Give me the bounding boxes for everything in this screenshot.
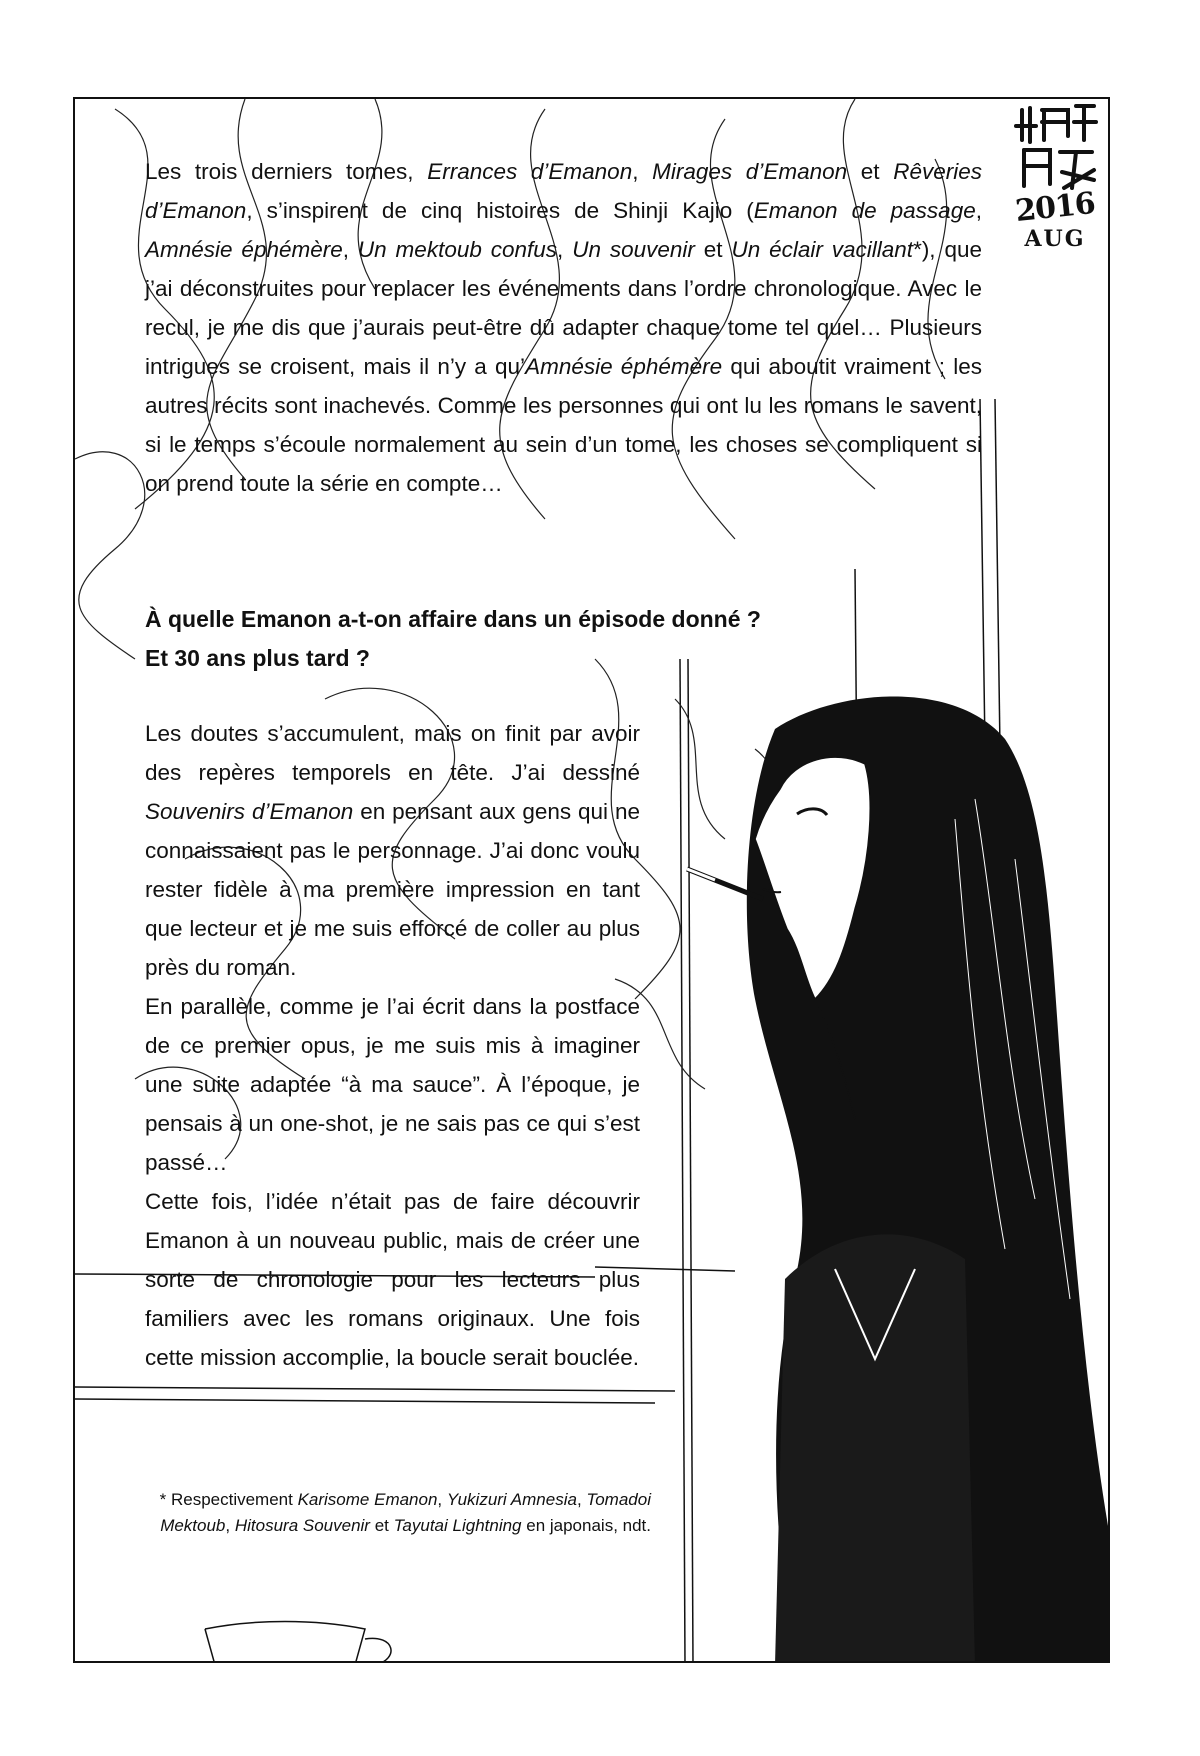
text-run: ,: [975, 198, 982, 223]
italic-title: Amnésie éphémère: [525, 354, 723, 379]
italic-title: Un souvenir: [572, 237, 695, 262]
text-run: ,: [342, 237, 358, 262]
italic-title: Emanon de passage: [753, 198, 976, 223]
section-heading: [145, 600, 761, 678]
girl-figure: [687, 697, 1110, 1664]
text-run: , s’inspirent de cinq histoires de Shinji Kajio (: [246, 198, 754, 223]
italic-title: Tomadoi Mektoub: [160, 1490, 651, 1535]
body-paragraph-3: [145, 1182, 640, 1377]
stamp-month: AUG: [1024, 226, 1086, 252]
stamp-year: 2016: [1013, 185, 1097, 230]
artist-stamp: [1010, 100, 1100, 260]
text-run: et: [694, 237, 732, 262]
heading-line-2: Et 30 ans plus tard ?: [145, 645, 370, 671]
italic-title: Un éclair vacillant: [731, 237, 914, 262]
signature-kanji-seal: [1010, 100, 1100, 192]
text-run: qui aboutit vraiment ; les autres récits sont inachevés. Comme les personnes qui ont lu les romans le savent, si le temps s’écoule normalement au sein d’un tome, les choses se compliquent si on prend toute la série en compte…: [145, 354, 982, 496]
text-run: Cette fois, l’idée n’était pas de faire découvrir Emanon à un nouveau public, mais de créer une sorte de chronologie pour les lecteurs plus familiers avec les romans originaux. Une fois cette mission accomplie, la boucle serait bouclée.: [145, 1189, 640, 1370]
text-run: Les trois derniers tomes,: [145, 159, 428, 184]
text-run: *), que j’ai déconstruites pour replacer les événements dans l’ordre chronologique. Avec le recul, je me dis que j’aurais peut-être dû adapter chaque tome tel quel… Plusieurs intrigues se croisent, mais il n’y a qu’: [145, 237, 982, 379]
text-run: en japonais, ndt.: [521, 1516, 651, 1535]
body-paragraph-1: [145, 714, 640, 987]
italic-title: Tayutai Lightning: [393, 1516, 522, 1535]
italic-title: Mirages d’Emanon: [652, 159, 848, 184]
text-run: Les doutes s’accumulent, mais on finit par avoir des repères temporels en tête. J’ai dessiné: [145, 721, 640, 785]
italic-title: Errances d’Emanon: [427, 159, 633, 184]
text-run: ,: [632, 159, 653, 184]
text-run: et: [369, 1516, 394, 1535]
text-run: ,: [557, 237, 573, 262]
italic-title: Karisome Emanon: [297, 1490, 438, 1509]
text-run: * Respectivement: [159, 1490, 298, 1509]
italic-title: Amnésie éphémère: [145, 237, 343, 262]
italic-title: Un mektoub confus: [357, 237, 558, 262]
italic-title: Souvenirs d’Emanon: [145, 799, 354, 824]
text-run: en pensant aux gens qui ne connaissaient pas le personnage. J’ai donc voulu rester fidèle à ma première impression en tant que lecteur et je me suis efforcé de coller au plus près du roman.: [145, 799, 640, 980]
text-run: et: [847, 159, 894, 184]
italic-title: Hitosura Souvenir: [234, 1516, 370, 1535]
text-run: ,: [437, 1490, 447, 1509]
italic-title: Yukizuri Amnesia: [446, 1490, 577, 1509]
heading-line-1: À quelle Emanon a-t-on affaire dans un épisode donné ?: [145, 606, 761, 632]
translator-footnote: [145, 1487, 651, 1539]
intro-text: [145, 152, 982, 503]
body-column: [145, 714, 640, 1377]
intro-paragraph: [145, 152, 982, 503]
italic-title: Rêveries d’Emanon: [145, 159, 982, 223]
body-paragraph-2: [145, 987, 640, 1182]
text-run: En parallèle, comme je l’ai écrit dans la postface de ce premier opus, je me suis mis à imaginer une suite adaptée “à ma sauce”. À l’époque, je pensais à un one-shot, je ne sais pas ce qui s’est passé…: [145, 994, 640, 1175]
coffee-cup: [205, 1622, 391, 1664]
text-run: ,: [225, 1516, 235, 1535]
text-run: ,: [576, 1490, 587, 1509]
